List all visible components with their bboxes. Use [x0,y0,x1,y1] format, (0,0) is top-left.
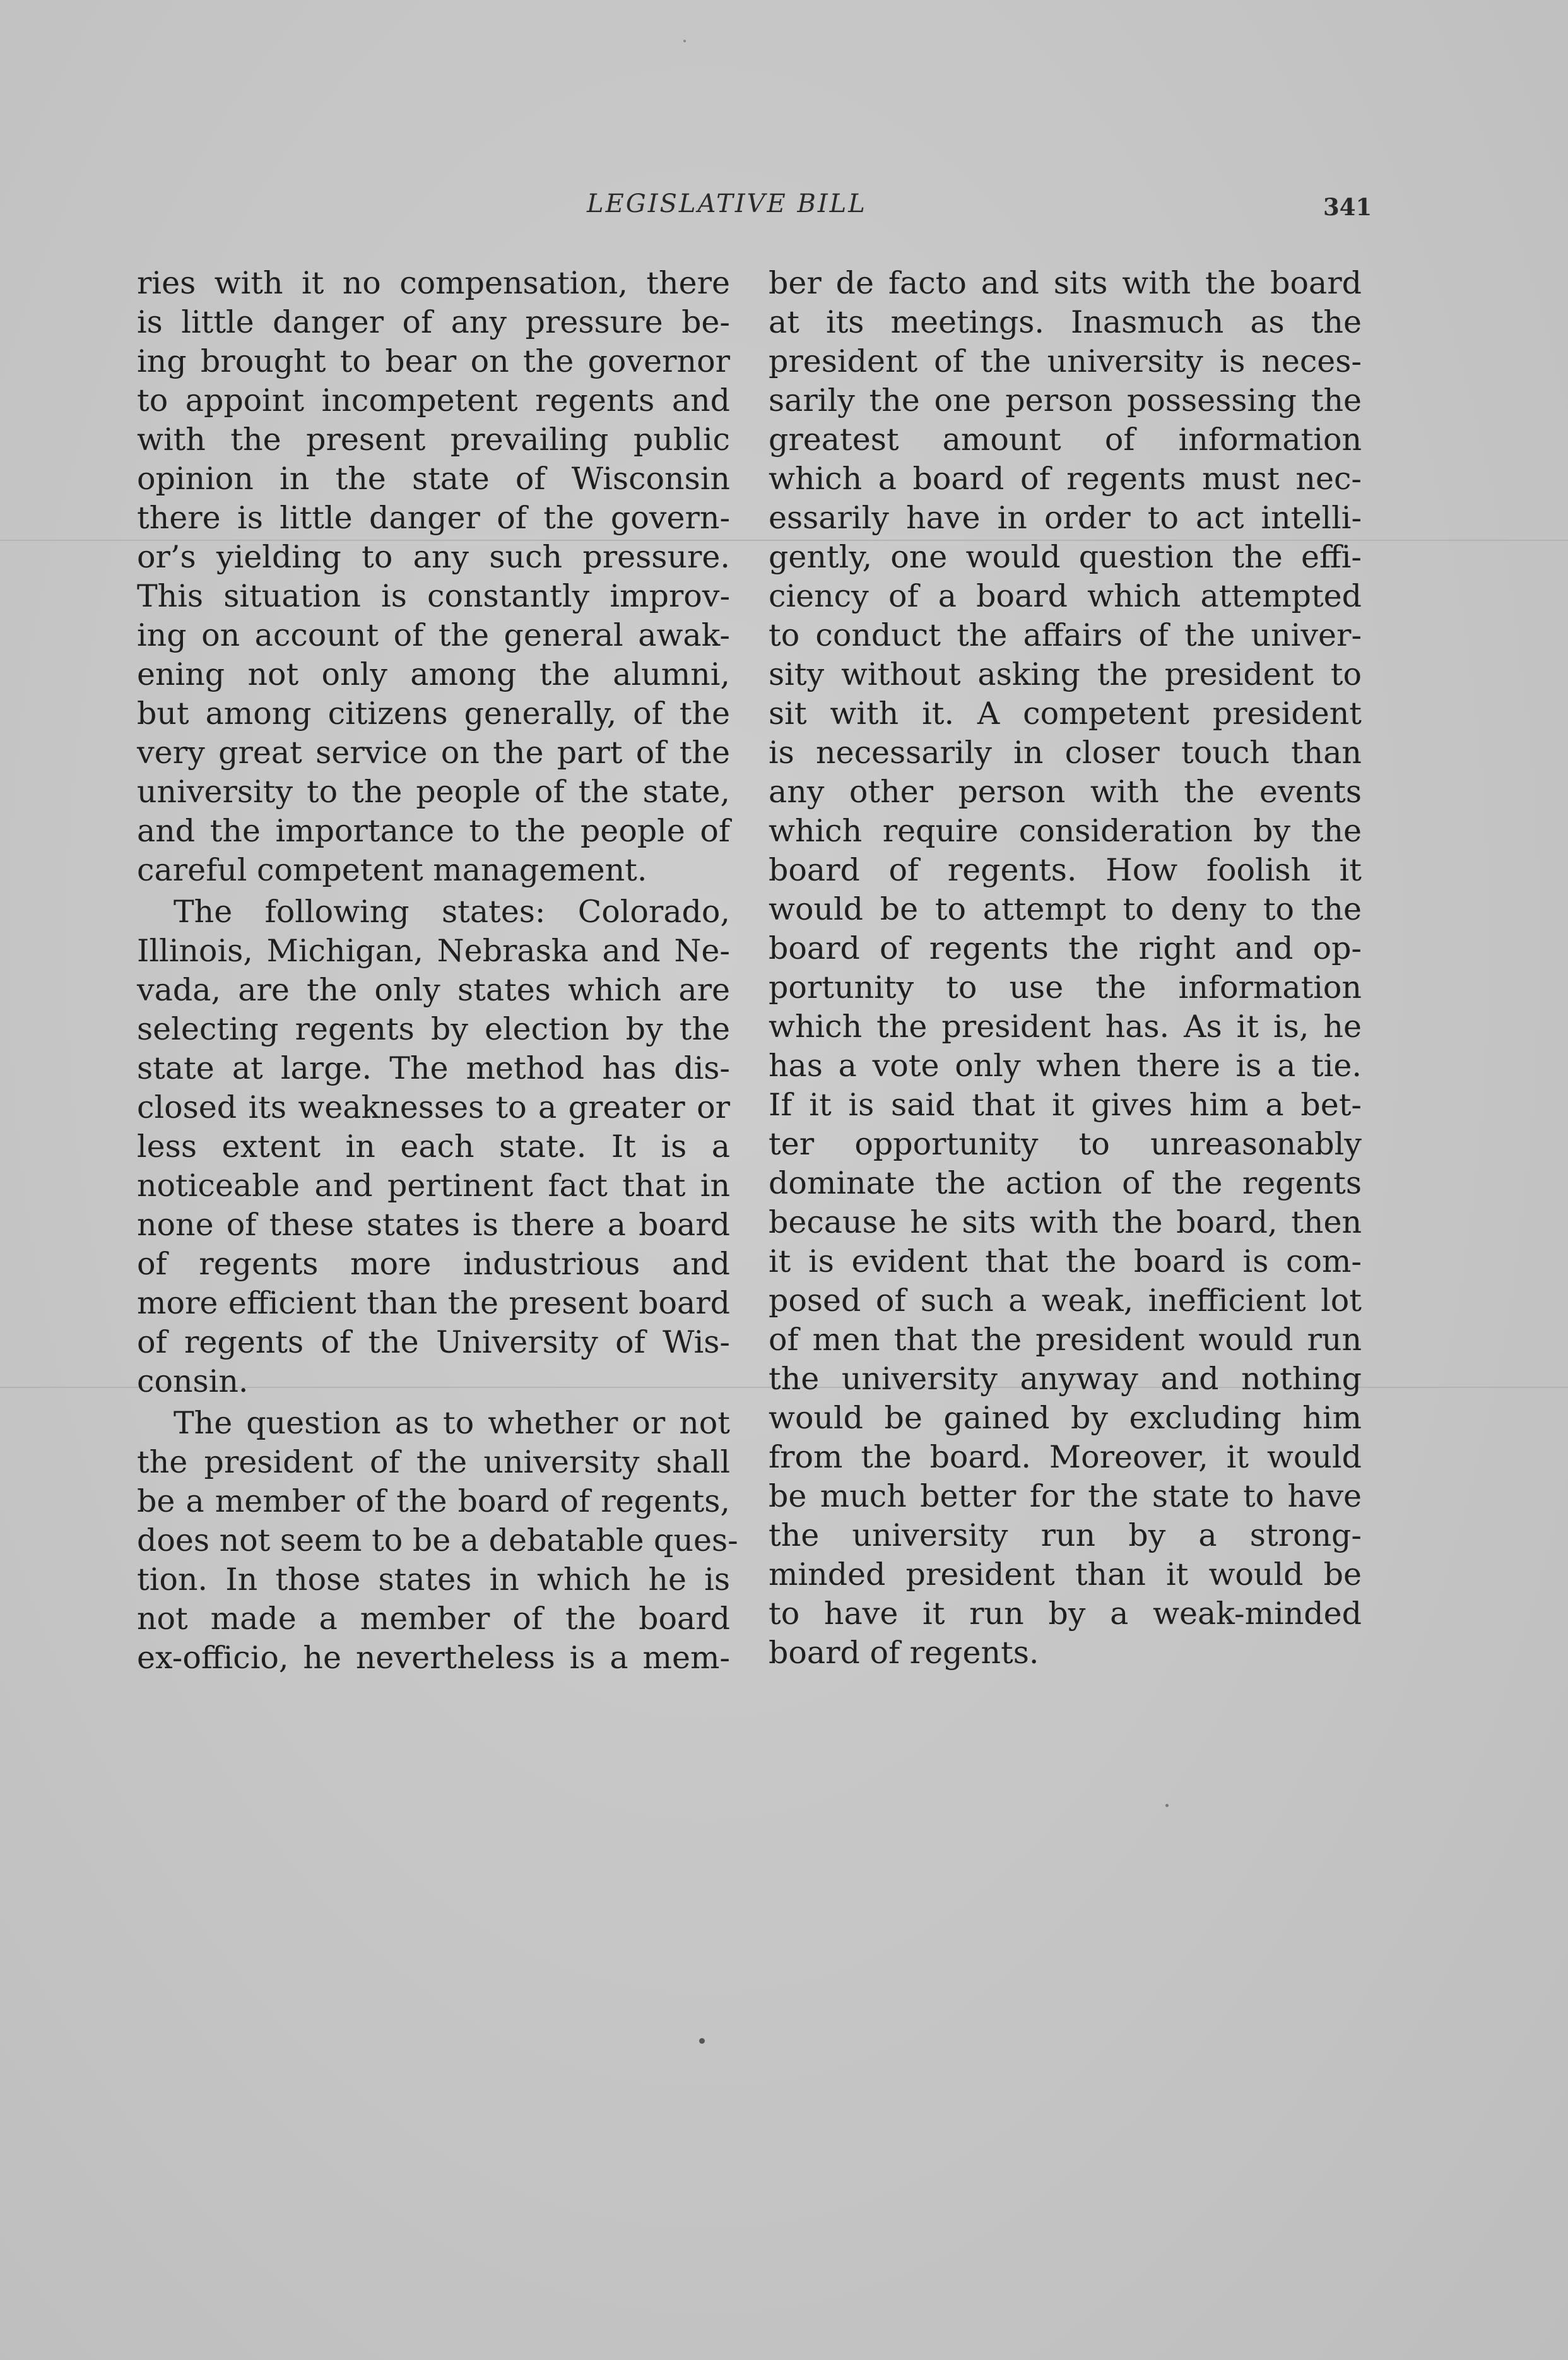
text-line: which the president has. As it is, he [769,1009,1362,1045]
text-line: ber de facto and sits with the board [769,265,1362,301]
paragraph [137,264,730,890]
text-line: of regents more industrious and [137,1246,730,1282]
text-line: has a vote only when there is a tie. [769,1048,1362,1084]
text-line: ex-officio, he nevertheless is a mem- [137,1640,730,1676]
left-column [137,264,738,1678]
text-line: to appoint incompetent regents and [137,382,730,418]
text-line: none of these states is there a board [137,1207,730,1243]
text-line: portunity to use the information [769,969,1362,1005]
text-line: sarily the one person possessing the [769,382,1362,418]
text-line: If it is said that it gives him a bet- [769,1087,1362,1123]
text-line: be a member of the board of regents, [137,1483,730,1519]
text-line: Illinois, Michigan, Nebraska and Ne- [137,933,730,969]
text-line: board of regents. [769,1635,1039,1671]
text-line: vada, are the only states which are [137,972,730,1008]
text-line: closed its weaknesses to a greater or [137,1089,730,1125]
text-line: consin. [137,1363,249,1399]
text-line: ening not only among the alumni, [137,656,730,692]
text-line: or’s yielding to any such pressure. [137,539,730,575]
text-line: The question as to whether or not [174,1405,730,1441]
text-line: is little danger of any pressure be- [137,304,730,340]
paragraph [769,264,1362,1673]
text-line: tion. In those states in which he is [137,1562,730,1598]
text-line: more efficient than the present board [137,1285,730,1321]
text-line: dominate the action of the regents [769,1165,1362,1201]
text-line: president of the university is neces- [769,343,1362,379]
text-line: This situation is constantly improv- [137,578,730,614]
text-line: would be gained by excluding him [769,1400,1362,1436]
text-line: it is evident that the board is com- [769,1243,1362,1279]
text-line: gently, one would question the effi- [769,539,1362,575]
text-line: ries with it no compensation, there [137,265,730,301]
ink-speck [1165,1804,1169,1807]
text-line: sity without asking the president to [769,656,1362,692]
paragraph [137,1404,738,1678]
text-line: careful competent management. [137,852,647,888]
right-column [769,264,1362,1673]
text-line: at its meetings. Inasmuch as the [769,304,1362,340]
text-line: any other person with the events [769,774,1362,810]
text-line: sit with it. A competent president [769,696,1362,732]
text-line: is necessarily in closer touch than [769,735,1362,771]
ink-speck [699,2038,705,2044]
text-line: which require consideration by the [769,813,1362,849]
text-line: there is little danger of the govern- [137,500,730,536]
text-line: with the present prevailing public [137,422,730,458]
text-line: because he sits with the board, then [769,1204,1362,1240]
text-line: would be to attempt to deny to the [769,891,1362,927]
text-line: board of regents. How foolish it [769,852,1362,888]
text-line: posed of such a weak, inefficient lot [769,1283,1362,1319]
text-line: The following states: Colorado, [174,894,730,930]
text-line: to conduct the affairs of the univer- [769,617,1362,653]
text-line: not made a member of the board [137,1601,730,1637]
text-line: noticeable and pertinent fact that in [137,1168,730,1204]
text-line: does not seem to be a debatable ques- [137,1522,738,1558]
text-line: greatest amount of information [769,422,1362,458]
text-line: minded president than it would be [769,1557,1362,1592]
text-line: the president of the university shall [137,1444,730,1480]
text-line: ing brought to bear on the governor [137,343,730,379]
text-line: be much better for the state to have [769,1478,1362,1514]
text-line: to have it run by a weak-minded [769,1596,1362,1632]
text-line: selecting regents by election by the [137,1011,730,1047]
text-line: very great service on the part of the [137,735,730,771]
text-line: from the board. Moreover, it would [769,1439,1362,1475]
text-line: ing on account of the general awak- [137,617,730,653]
text-line: which a board of regents must nec- [769,461,1362,497]
text-line: of men that the president would run [769,1322,1362,1358]
ink-speck [683,40,686,42]
text-line: board of regents the right and op- [769,930,1362,966]
text-line: of regents of the University of Wis- [137,1324,730,1360]
text-line: ciency of a board which attempted [769,578,1362,614]
text-line: essarily have in order to act intelli- [769,500,1362,536]
text-line: the university anyway and nothing [769,1361,1362,1397]
text-line: opinion in the state of Wisconsin [137,461,730,497]
text-line: and the importance to the people of [137,813,730,849]
text-line: university to the people of the state, [137,774,730,810]
text-line: the university run by a strong- [769,1517,1362,1553]
text-line: but among citizens generally, of the [137,696,730,732]
text-line: less extent in each state. It is a [137,1129,730,1165]
text-line: ter opportunity to unreasonably [769,1126,1362,1162]
page-number: 341 [1323,193,1372,221]
running-title: LEGISLATIVE BILL [587,189,867,218]
paragraph [137,892,730,1401]
text-line: state at large. The method has dis- [137,1050,730,1086]
